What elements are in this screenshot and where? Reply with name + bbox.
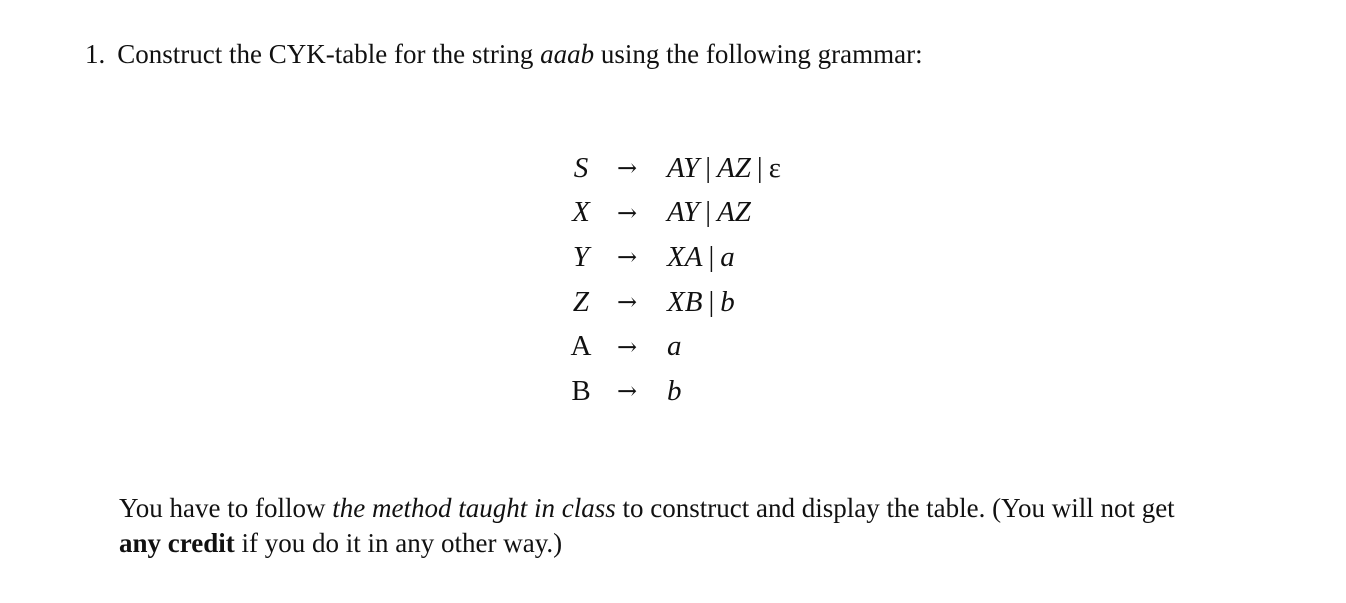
rule-rhs	[655, 152, 781, 185]
rule-alternative: b	[667, 374, 682, 407]
rule-alternative: XB	[667, 285, 703, 318]
instructions-line-2	[119, 526, 1279, 561]
rule-lhs: S	[573, 151, 589, 184]
question-number: 1.	[85, 39, 106, 69]
rule-alternative: a	[667, 330, 682, 363]
instructions-paragraph	[119, 491, 1279, 561]
grammar-rule-b	[563, 369, 781, 414]
rule-alternative: AY	[667, 196, 700, 229]
instructions-emphasis: the method taught in class	[332, 493, 616, 523]
arrow-icon: →	[616, 377, 638, 406]
instructions-text: You have to follow	[119, 493, 326, 523]
arrow-icon: →	[616, 288, 638, 317]
separator: |	[756, 151, 763, 184]
rule-rhs	[655, 196, 751, 229]
arrow-icon: →	[616, 198, 638, 227]
rule-lhs: A	[570, 330, 592, 363]
grammar-rules	[563, 146, 781, 414]
rule-alternative: b	[720, 285, 735, 318]
grammar-rule-y	[563, 235, 781, 280]
grammar-rule-x	[563, 191, 781, 236]
rule-alternative: AZ	[717, 151, 751, 184]
arrow-icon: →	[616, 154, 638, 183]
instructions-text: if you do it in any other way.)	[241, 528, 563, 558]
separator: |	[705, 196, 712, 229]
grammar-rule-a	[563, 324, 781, 369]
epsilon-symbol: ε	[768, 151, 781, 184]
rule-rhs	[655, 286, 735, 319]
rule-alternative: AZ	[717, 196, 751, 229]
question-heading	[85, 38, 923, 70]
grammar-rule-s	[563, 146, 781, 191]
grammar-rule-z	[563, 280, 781, 325]
rule-alternative: a	[720, 240, 735, 273]
rule-rhs	[655, 330, 682, 363]
rule-alternative: XA	[667, 240, 703, 273]
rule-lhs: Z	[572, 285, 590, 318]
separator: |	[708, 240, 715, 273]
instructions-text: to construct and display the table. (You will not get	[622, 493, 1175, 523]
question-text-before: Construct the CYK-table for the string	[117, 39, 534, 69]
rule-lhs: X	[572, 196, 590, 229]
rule-rhs	[655, 241, 735, 274]
arrow-icon: →	[616, 332, 638, 361]
rule-lhs: B	[571, 374, 591, 407]
arrow-icon: →	[616, 243, 638, 272]
instructions-line-1	[119, 491, 1279, 526]
rule-rhs	[655, 375, 682, 408]
target-string: aaab	[540, 39, 595, 69]
separator: |	[705, 151, 712, 184]
instructions-bold: any credit	[119, 528, 235, 558]
rule-alternative: AY	[667, 151, 700, 184]
separator: |	[708, 285, 715, 318]
question-text-after: using the following grammar:	[600, 39, 923, 69]
rule-lhs: Y	[572, 240, 590, 273]
